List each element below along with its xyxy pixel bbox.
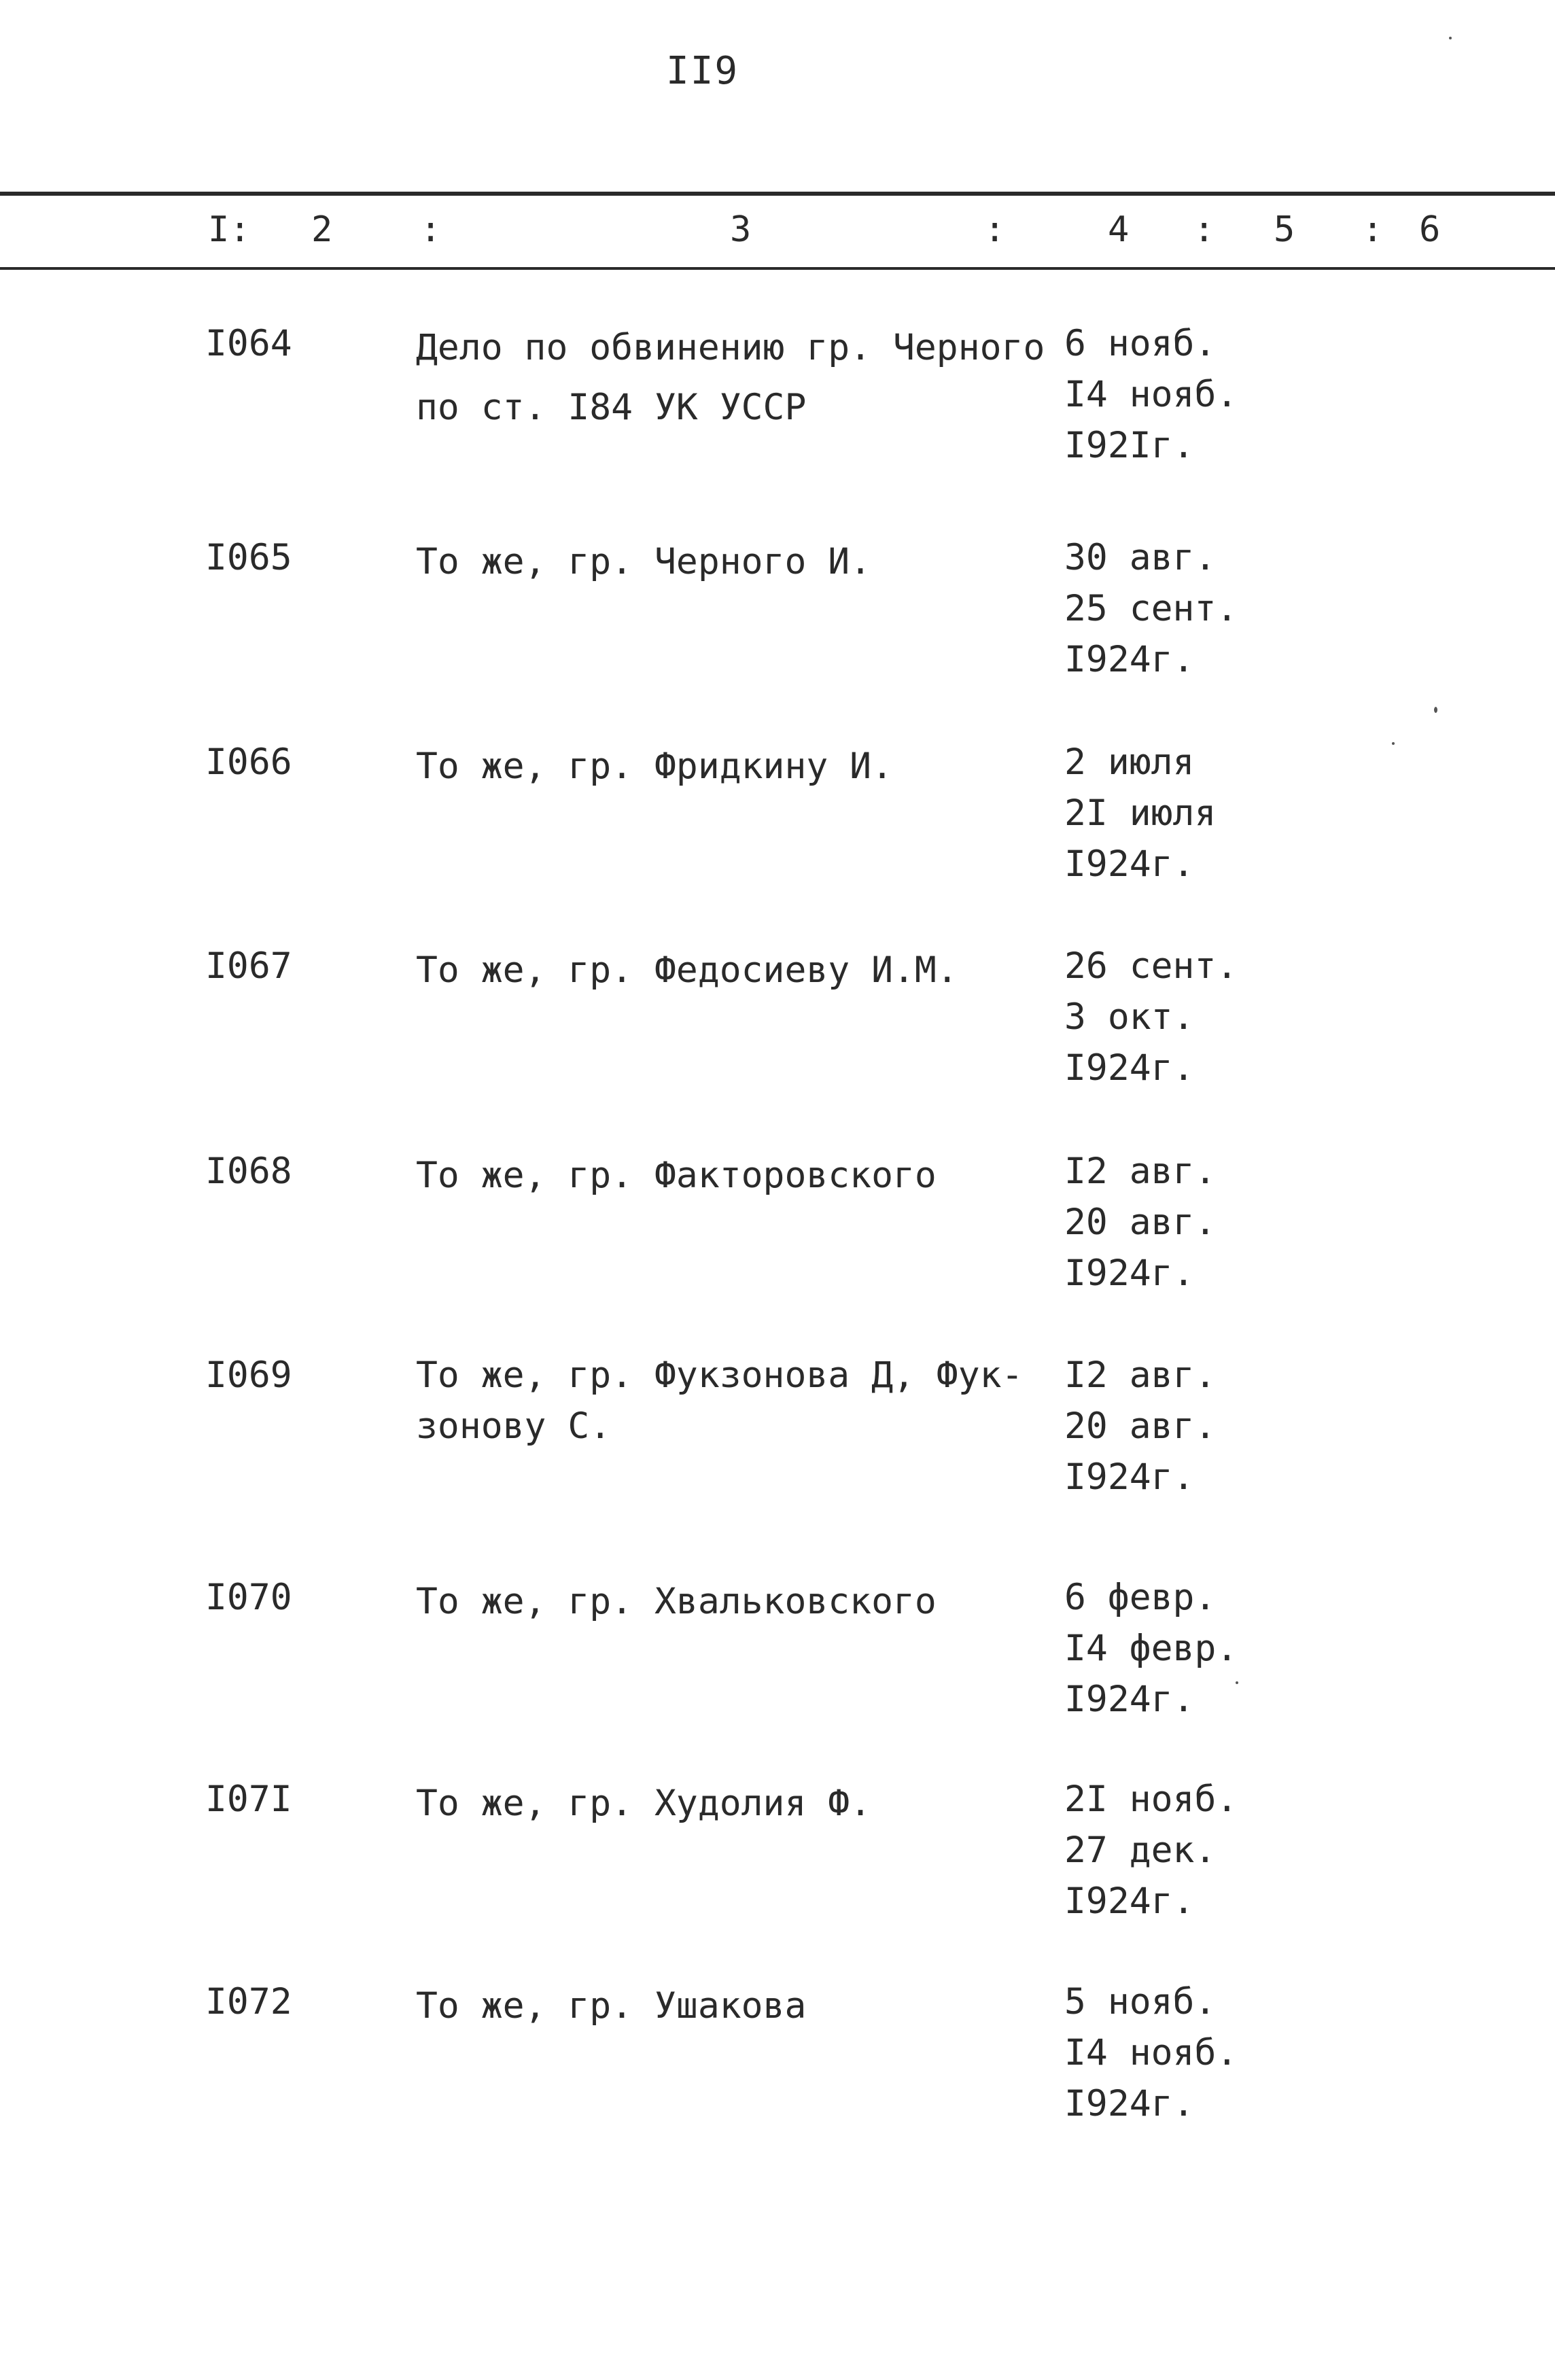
date-year: I924г. — [1064, 1253, 1195, 1294]
date-end: I4 февр. — [1064, 1628, 1238, 1669]
date-end: I4 нояб. — [1064, 374, 1238, 415]
header-separator-2: : — [984, 209, 1006, 250]
header-col-1: I: — [208, 209, 251, 250]
entry-dates — [1064, 1350, 1336, 1503]
entry-number: I069 — [205, 1354, 292, 1396]
date-year: I924г. — [1064, 1047, 1195, 1089]
header-col-6: 6 — [1419, 209, 1441, 250]
entry-number: I066 — [205, 741, 292, 783]
entry-dates — [1064, 941, 1336, 1093]
header-col-2: 2 — [311, 209, 333, 250]
entry-dates — [1064, 1572, 1336, 1725]
header-col-4: 4 — [1108, 209, 1130, 250]
date-start: 2I нояб. — [1064, 1779, 1238, 1820]
header-separator-3: : — [1193, 209, 1215, 250]
entry-number: I064 — [205, 323, 292, 364]
date-start: 6 нояб. — [1064, 323, 1217, 364]
entry-description: То же, гр. Фридкину И. — [416, 746, 893, 787]
entry-dates — [1064, 1976, 1336, 2129]
entry-description: То же, гр. Факторовского — [416, 1155, 937, 1196]
entry-description: То же, гр. Федосиеву И.М. — [416, 949, 958, 991]
header-separator-4: : — [1362, 209, 1384, 250]
date-end: 3 окт. — [1064, 996, 1195, 1038]
date-start: I2 авг. — [1064, 1354, 1217, 1396]
date-start: 30 авг. — [1064, 537, 1217, 578]
entry-description: То же, гр. Черного И. — [416, 541, 872, 582]
date-start: 5 нояб. — [1064, 1981, 1217, 2023]
date-end: 20 авг. — [1064, 1202, 1217, 1243]
date-end: I4 нояб. — [1064, 2032, 1238, 2073]
entry-description: То же, гр. Худолия Ф. — [416, 1783, 872, 1824]
date-year: I924г. — [1064, 1880, 1195, 1922]
date-start: 26 сент. — [1064, 945, 1238, 987]
scan-speck — [1392, 742, 1395, 745]
date-end: 2I июля — [1064, 792, 1217, 834]
header-top-rule — [0, 192, 1555, 196]
date-year: I924г. — [1064, 1679, 1195, 1720]
entry-number: I07I — [205, 1779, 292, 1820]
entry-dates — [1064, 1774, 1336, 1927]
entry-dates — [1064, 532, 1336, 685]
date-year: I924г. — [1064, 843, 1195, 885]
date-start: 2 июля — [1064, 741, 1195, 783]
date-year: I924г. — [1064, 1456, 1195, 1498]
date-year: I92Iг. — [1064, 425, 1195, 466]
entry-dates — [1064, 1146, 1336, 1299]
date-start: 6 февр. — [1064, 1577, 1217, 1618]
scan-speck — [1449, 37, 1452, 39]
entry-description: То же, гр. Хвальковского — [416, 1581, 937, 1622]
date-end: 27 дек. — [1064, 1830, 1217, 1871]
date-end: 25 сент. — [1064, 588, 1238, 629]
entry-number: I070 — [205, 1577, 292, 1618]
header-col-5: 5 — [1274, 209, 1295, 250]
entry-description: То же, гр. Фукзонова Д, Фук- зонову С. — [416, 1354, 1024, 1447]
header-separator-1: : — [420, 209, 442, 250]
entry-number: I068 — [205, 1151, 292, 1192]
entry-number: I065 — [205, 537, 292, 578]
entry-number: I067 — [205, 945, 292, 987]
entry-dates — [1064, 318, 1336, 471]
scan-speck — [1236, 1681, 1238, 1684]
scan-speck — [1434, 707, 1437, 713]
date-year: I924г. — [1064, 2083, 1195, 2124]
header-bottom-rule — [0, 267, 1555, 270]
header-col-3: 3 — [730, 209, 752, 250]
entry-description: То же, гр. Ушакова — [416, 1985, 807, 2027]
date-start: I2 авг. — [1064, 1151, 1217, 1192]
page-number: II9 — [666, 49, 739, 93]
date-year: I924г. — [1064, 639, 1195, 680]
entry-dates — [1064, 737, 1336, 890]
entry-number: I072 — [205, 1981, 292, 2023]
date-end: 20 авг. — [1064, 1405, 1217, 1447]
entry-description: Дело по обвинению гр. Черного по ст. I84 УК УССР — [416, 327, 1045, 428]
